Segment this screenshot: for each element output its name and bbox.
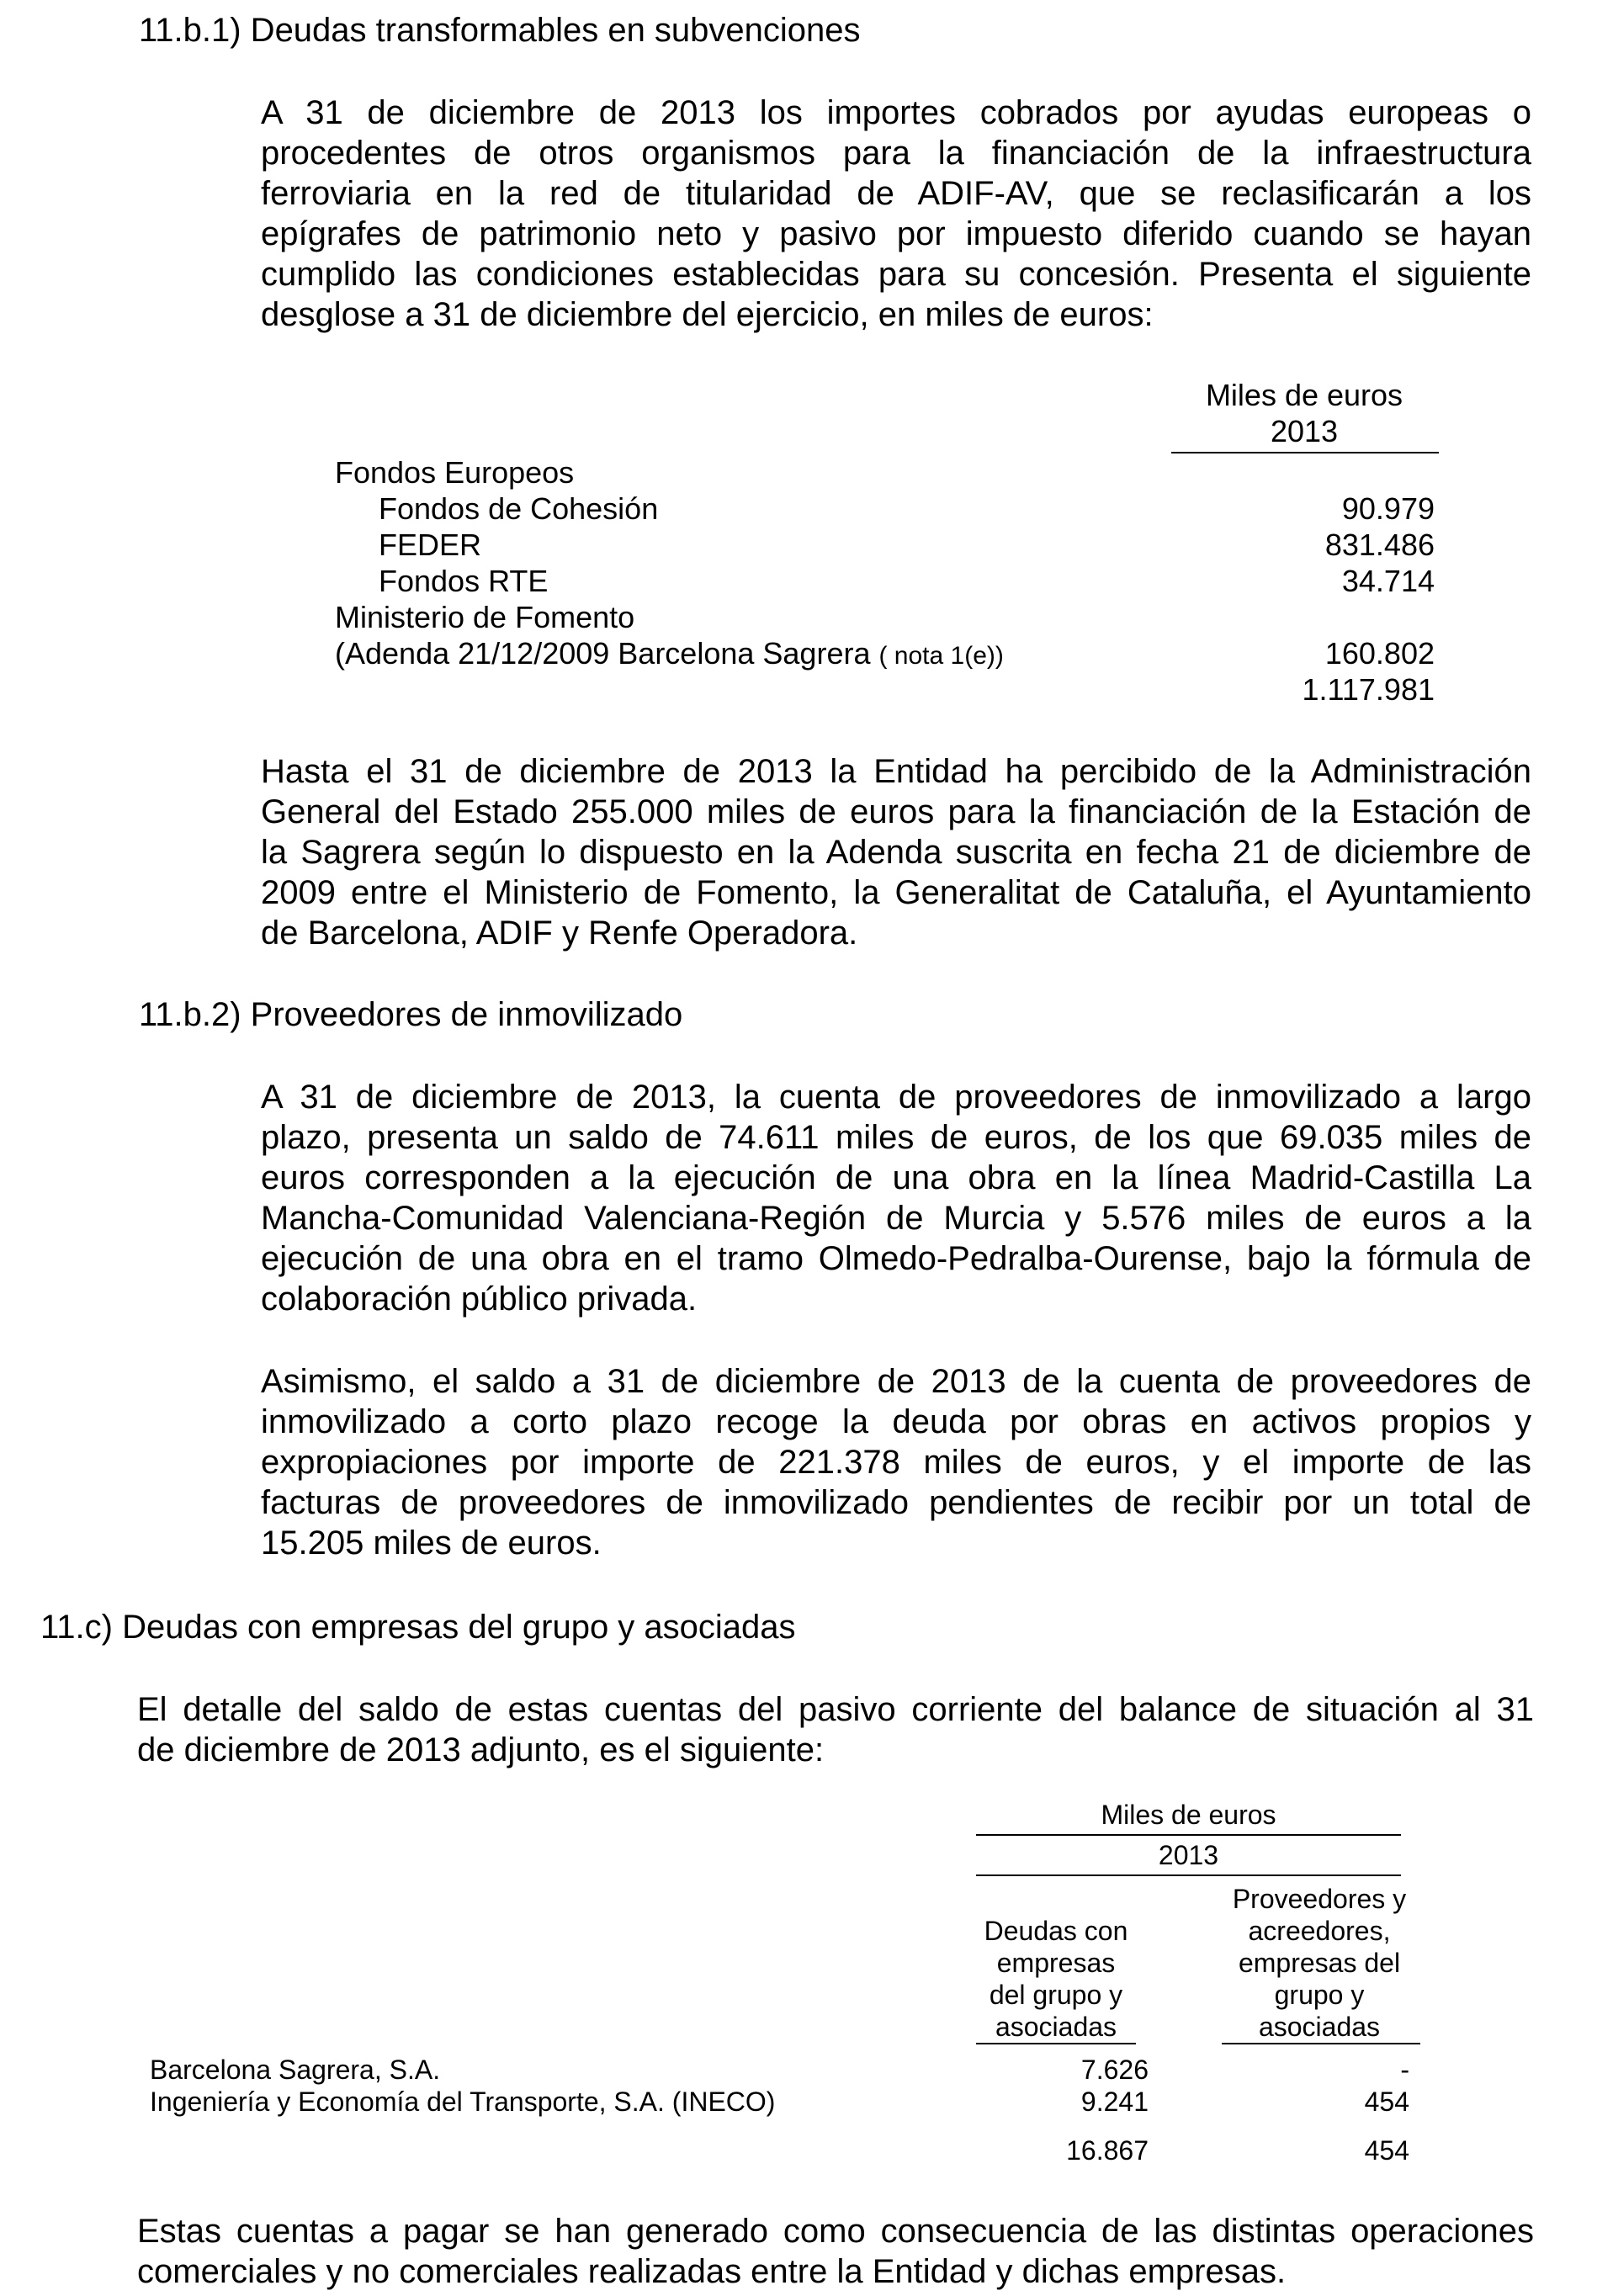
table1-label-ministerio: Ministerio de Fomento	[335, 600, 635, 634]
paragraph-11b1-sagrera	[261, 751, 1531, 953]
table1-header-rule	[1171, 452, 1439, 453]
table1-total: 1.117.981	[1302, 672, 1435, 707]
text-line: Hasta el 31 de diciembre de 2013 la Entidad ha percibido de la Administración	[261, 753, 1531, 790]
table2-row-col2-sagrera: -	[1400, 2055, 1409, 2085]
text-line: facturas de proveedores de inmovilizado pendientes de recibir por un total de	[261, 1484, 1531, 1521]
table2-row-label-sagrera: Barcelona Sagrera, S.A.	[150, 2055, 441, 2085]
table2-row-col1-sagrera: 7.626	[1080, 2055, 1149, 2085]
text-line: ejecución de una obra en el tramo Olmedo-Pedralba-Ourense, bajo la fórmula de	[261, 1240, 1531, 1277]
table1-value-adenda: 160.802	[1324, 636, 1435, 671]
table2-header-unit: Miles de euros	[1101, 1800, 1276, 1830]
header-line: Proveedores y	[1232, 1884, 1407, 1914]
header-line: acreedores,	[1248, 1916, 1391, 1946]
paragraph-11c-closing	[137, 2211, 1534, 2292]
heading-11c: 11.c) Deudas con empresas del grupo y asociadas	[40, 1609, 796, 1646]
heading-11b1: 11.b.1) Deudas transformables en subvenciones	[139, 12, 861, 49]
text-line: A 31 de diciembre de 2013, la cuenta de proveedores de inmovilizado a largo	[261, 1079, 1531, 1116]
text-line: Estas cuentas a pagar se han generado como consecuencia de las distintas operaciones	[137, 2213, 1534, 2250]
text-line: desglose a 31 de diciembre del ejercicio, en miles de euros:	[261, 296, 1154, 333]
table1-label-feder: FEDER	[379, 528, 482, 562]
header-line: empresas del	[1238, 1948, 1401, 1978]
text-line: comerciales y no comerciales realizadas entre la Entidad y dichas empresas.	[137, 2253, 1287, 2290]
text-line: ferroviaria en la red de titularidad de ADIF-AV, que se reclasificarán a los	[261, 175, 1531, 212]
text-line: El detalle del saldo de estas cuentas del pasivo corriente del balance de situación al 31	[137, 1691, 1534, 1728]
header-line: asociadas	[1258, 2012, 1381, 2042]
table1-label-cohesion: Fondos de Cohesión	[379, 491, 659, 526]
table1-label-adenda	[335, 635, 1004, 674]
table1-adenda-note: ( nota 1(e))	[878, 642, 1004, 670]
table1-label-rte: Fondos RTE	[379, 564, 549, 598]
header-line: Deudas con	[984, 1916, 1128, 1946]
table2-row-label-ineco: Ingeniería y Economía del Transporte, S.A. (INECO)	[150, 2087, 776, 2117]
text-line: A 31 de diciembre de 2013 los importes cobrados por ayudas europeas o	[261, 94, 1531, 131]
text-line: de Barcelona, ADIF y Renfe Operadora.	[261, 915, 858, 952]
table2-col2-rule	[1222, 2043, 1420, 2044]
paragraph-11b1-intro	[261, 93, 1531, 335]
text-line: de diciembre de 2013 adjunto, es el siguiente:	[137, 1731, 825, 1768]
text-line: euros corresponden a la ejecución de una obra en la línea Madrid-Castilla La	[261, 1159, 1531, 1196]
table2-header-year: 2013	[1158, 1840, 1219, 1870]
table1-value-cohesion: 90.979	[1341, 491, 1435, 526]
header-line: asociadas	[995, 2012, 1117, 2042]
header-line: empresas	[996, 1948, 1116, 1978]
text-line: expropiaciones por importe de 221.378 miles de euros, y el importe de las	[261, 1444, 1531, 1481]
paragraph-11c-intro	[137, 1689, 1534, 1770]
text-line: procedentes de otros organismos para la financiación de la infraestructura	[261, 135, 1531, 172]
table2-col1-rule	[976, 2043, 1136, 2044]
text-line: plazo, presenta un saldo de 74.611 miles de euros, de los que 69.035 miles de	[261, 1119, 1531, 1156]
table2-rule-top	[976, 1834, 1401, 1836]
table1-value-rte: 34.714	[1341, 564, 1435, 598]
text-line: Asimismo, el saldo a 31 de diciembre de 2013 de la cuenta de proveedores de	[261, 1363, 1531, 1400]
table1-header-unit: Miles de euros	[1205, 378, 1403, 412]
heading-11b2: 11.b.2) Proveedores de inmovilizado	[139, 996, 683, 1033]
text-line: 2009 entre el Ministerio de Fomento, la Generalitat de Cataluña, el Ayuntamiento	[261, 874, 1531, 911]
paragraph-11b2-largo-plazo	[261, 1077, 1531, 1319]
table1-value-feder: 831.486	[1324, 528, 1435, 562]
text-line: Mancha-Comunidad Valenciana-Región de Murcia y 5.576 miles de euros a la	[261, 1200, 1531, 1237]
text-line: epígrafes de patrimonio neto y pasivo por impuesto diferido cuando se hayan	[261, 215, 1531, 252]
header-line: grupo y	[1274, 1980, 1365, 2010]
text-line: inmovilizado a corto plazo recoge la deuda por obras en activos propios y	[261, 1403, 1531, 1440]
header-line: del grupo y	[989, 1980, 1123, 2010]
table2-total-col2: 454	[1364, 2135, 1409, 2166]
table2-col2-header	[1218, 1883, 1420, 2043]
table2-col1-header	[976, 1915, 1136, 2043]
table2-total-col1: 16.867	[1066, 2135, 1149, 2166]
table2-row-col1-ineco: 9.241	[1080, 2087, 1149, 2117]
table2-rule-year	[976, 1874, 1401, 1876]
paragraph-11b2-corto-plazo	[261, 1361, 1531, 1563]
text-line: 15.205 miles de euros.	[261, 1524, 602, 1562]
table1-label-fondos-europeos: Fondos Europeos	[335, 455, 575, 490]
text-line: colaboración público privada.	[261, 1281, 698, 1318]
text-line: la Sagrera según lo dispuesto en la Adenda suscrita en fecha 21 de diciembre de	[261, 834, 1531, 871]
table1-adenda-text: (Adenda 21/12/2009 Barcelona Sagrera	[335, 636, 871, 671]
text-line: cumplido las condiciones establecidas para su concesión. Presenta el siguiente	[261, 256, 1531, 293]
table2-row-col2-ineco: 454	[1364, 2087, 1409, 2117]
text-line: General del Estado 255.000 miles de euros para la financiación de la Estación de	[261, 793, 1531, 830]
table1-header-year: 2013	[1270, 414, 1339, 448]
